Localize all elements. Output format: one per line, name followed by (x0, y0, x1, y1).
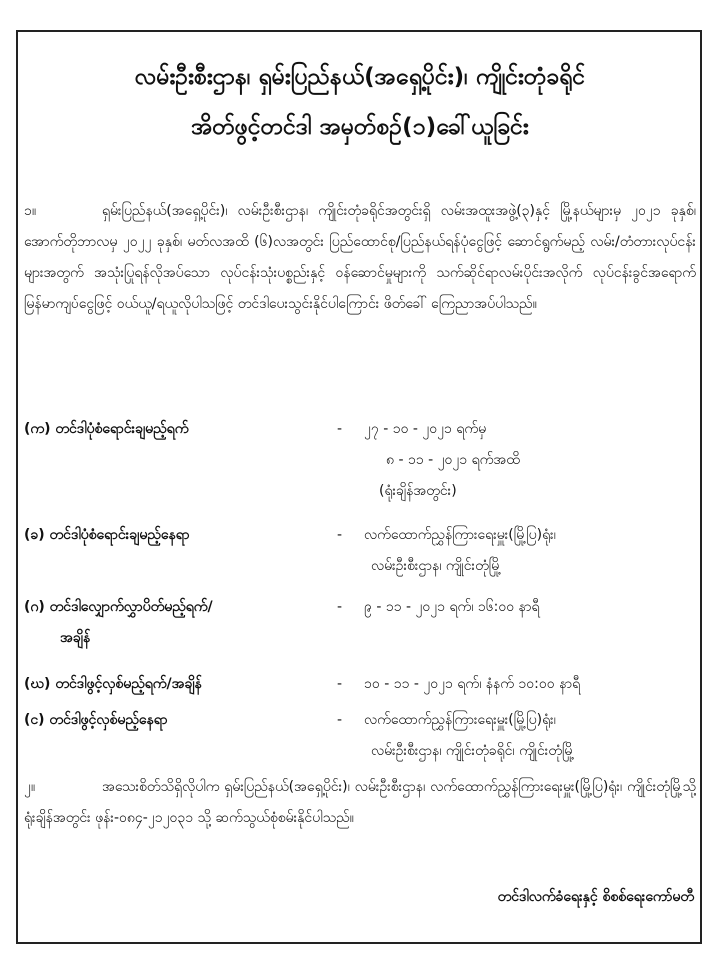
item-label: (က) တင်ဒါပုံစံရောင်းချမည့်ရက် (24, 421, 189, 437)
paragraph-1-number: ၁။ (24, 203, 37, 219)
item-value-line: လမ်းဦးစီးဌာန၊ ကျိုင်းတုံမြို့ (371, 558, 502, 574)
item-opening-place (24, 705, 700, 769)
item-dash: - (337, 712, 343, 728)
item-sale-date (24, 414, 700, 510)
item-dash: - (337, 599, 343, 615)
item-dash: - (337, 421, 343, 437)
item-label: (ဃ) တင်ဒါဖွင့်လှစ်မည့်ရက်/အချိန် (24, 676, 202, 692)
paragraph-2 (24, 772, 696, 834)
item-value-line: ၈ - ၁၁ - ၂၀၂၁ ရက်အထိ (386, 452, 520, 468)
item-value-line: လက်ထောက်ညွှန်ကြားရေးမှူး(မြို့ပြ)ရုံး၊ (364, 527, 556, 543)
item-label: (ခ) တင်ဒါပုံစံရောင်းချမည့်နေရာ (24, 527, 190, 543)
item-dash: - (337, 676, 343, 692)
item-label-continued: အချိန် (60, 630, 91, 646)
item-dash: - (337, 527, 343, 543)
item-label: (င) တင်ဒါဖွင့်လှစ်မည့်နေရာ (24, 712, 168, 728)
item-closing-date (24, 592, 700, 656)
item-value-line: လက်ထောက်ညွှန်ကြားရေးမှူး(မြို့ပြ)ရုံး၊ (364, 712, 556, 728)
item-value-line: ၁၀ - ၁၁ - ၂၀၂၁ ရက်၊ နံနက် ၁၀:၀၀ နာရီ (364, 676, 581, 692)
item-value-line: လမ်းဦးစီးဌာန၊ ကျိုင်းတုံခရိုင်၊ ကျိုင်းတုံမြို့ (371, 743, 575, 759)
title-line-1: လမ်းဦးစီးဌာန၊ ရှမ်းပြည်နယ်(အရှေ့ပိုင်း)၊ ကျိုင်းတုံခရိုင် (134, 64, 586, 90)
item-opening-date (24, 669, 700, 701)
title-line-2: အိတ်ဖွင့်တင်ဒါ အမှတ်စဉ်(၁)ခေါ်ယူခြင်း (191, 114, 529, 140)
signature-committee: တင်ဒါလက်ခံရေးနှင့် စိစစ်ရေးကော်မတီ (497, 889, 694, 905)
item-value-line: ၂၇ - ၁၀ - ၂၀၂၁ ရက်မှ (364, 421, 487, 437)
paragraph-1-text: ရှမ်းပြည်နယ်(အရှေ့ပိုင်း)၊ လမ်းဦးစီးဌာန၊ ကျိုင်းတုံခရိုင်အတွင်းရှိ လမ်းအထူးအဖွဲ့(၃)နှင့် မြို့နယ်များမှ ၂၀၂၁ ခုနှစ်၊ အောက်တိုဘာလမှ ၂၀၂၂ ခုနှစ်၊ မတ်လအထိ (၆)လအတွင်း ပြည်ထောင်စု/ပြည်နယ်ရန်ပုံငွေဖြင့် ဆောင်ရွက်မည့် လမ်း/တံတားလုပ်ငန်းများအတွက် အသုံးပြုရန်လိုအပ်သော လုပ်ငန်းသုံးပစ္စည်းနှင့် ဝန်ဆောင်မှုများကို သက်ဆိုင်ရာလမ်းပိုင်းအလိုက် လုပ်ငန်းခွင်အရောက် မြန်မာကျပ်ငွေဖြင့် ဝယ်ယူ/ရယူလိုပါသဖြင့် တင်ဒါပေးသွင်းနိုင်ပါကြောင်း ဖိတ်ခေါ် ကြေညာအပ်ပါသည်။ (24, 203, 696, 312)
item-sale-place (24, 520, 700, 584)
item-value-line: (ရုံးချိန်အတွင်း) (379, 483, 457, 499)
item-value-line: ၉ - ၁၁ - ၂၀၂၁ ရက်၊ ၁၆:၀၀ နာရီ (364, 599, 540, 615)
paragraph-1 (24, 196, 696, 320)
paragraph-2-text: အသေးစိတ်သိရှိလိုပါက ရှမ်းပြည်နယ်(အရှေ့ပိုင်း)၊ လမ်းဦးစီးဌာန၊ လက်ထောက်ညွှန်ကြားရေးမှူး(မြို့ပြ)ရုံး၊ ကျိုင်းတုံမြို့သို့ ရုံးချိန်အတွင်း ဖုန်း-၀၈၄-၂၁၂၀၃၁ သို့ ဆက်သွယ်စုံစမ်းနိုင်ပါသည်။ (24, 779, 696, 826)
paragraph-2-number: ၂။ (24, 779, 36, 795)
item-label: (ဂ) တင်ဒါလျှောက်လွှာပိတ်မည့်ရက်/ (24, 599, 213, 615)
